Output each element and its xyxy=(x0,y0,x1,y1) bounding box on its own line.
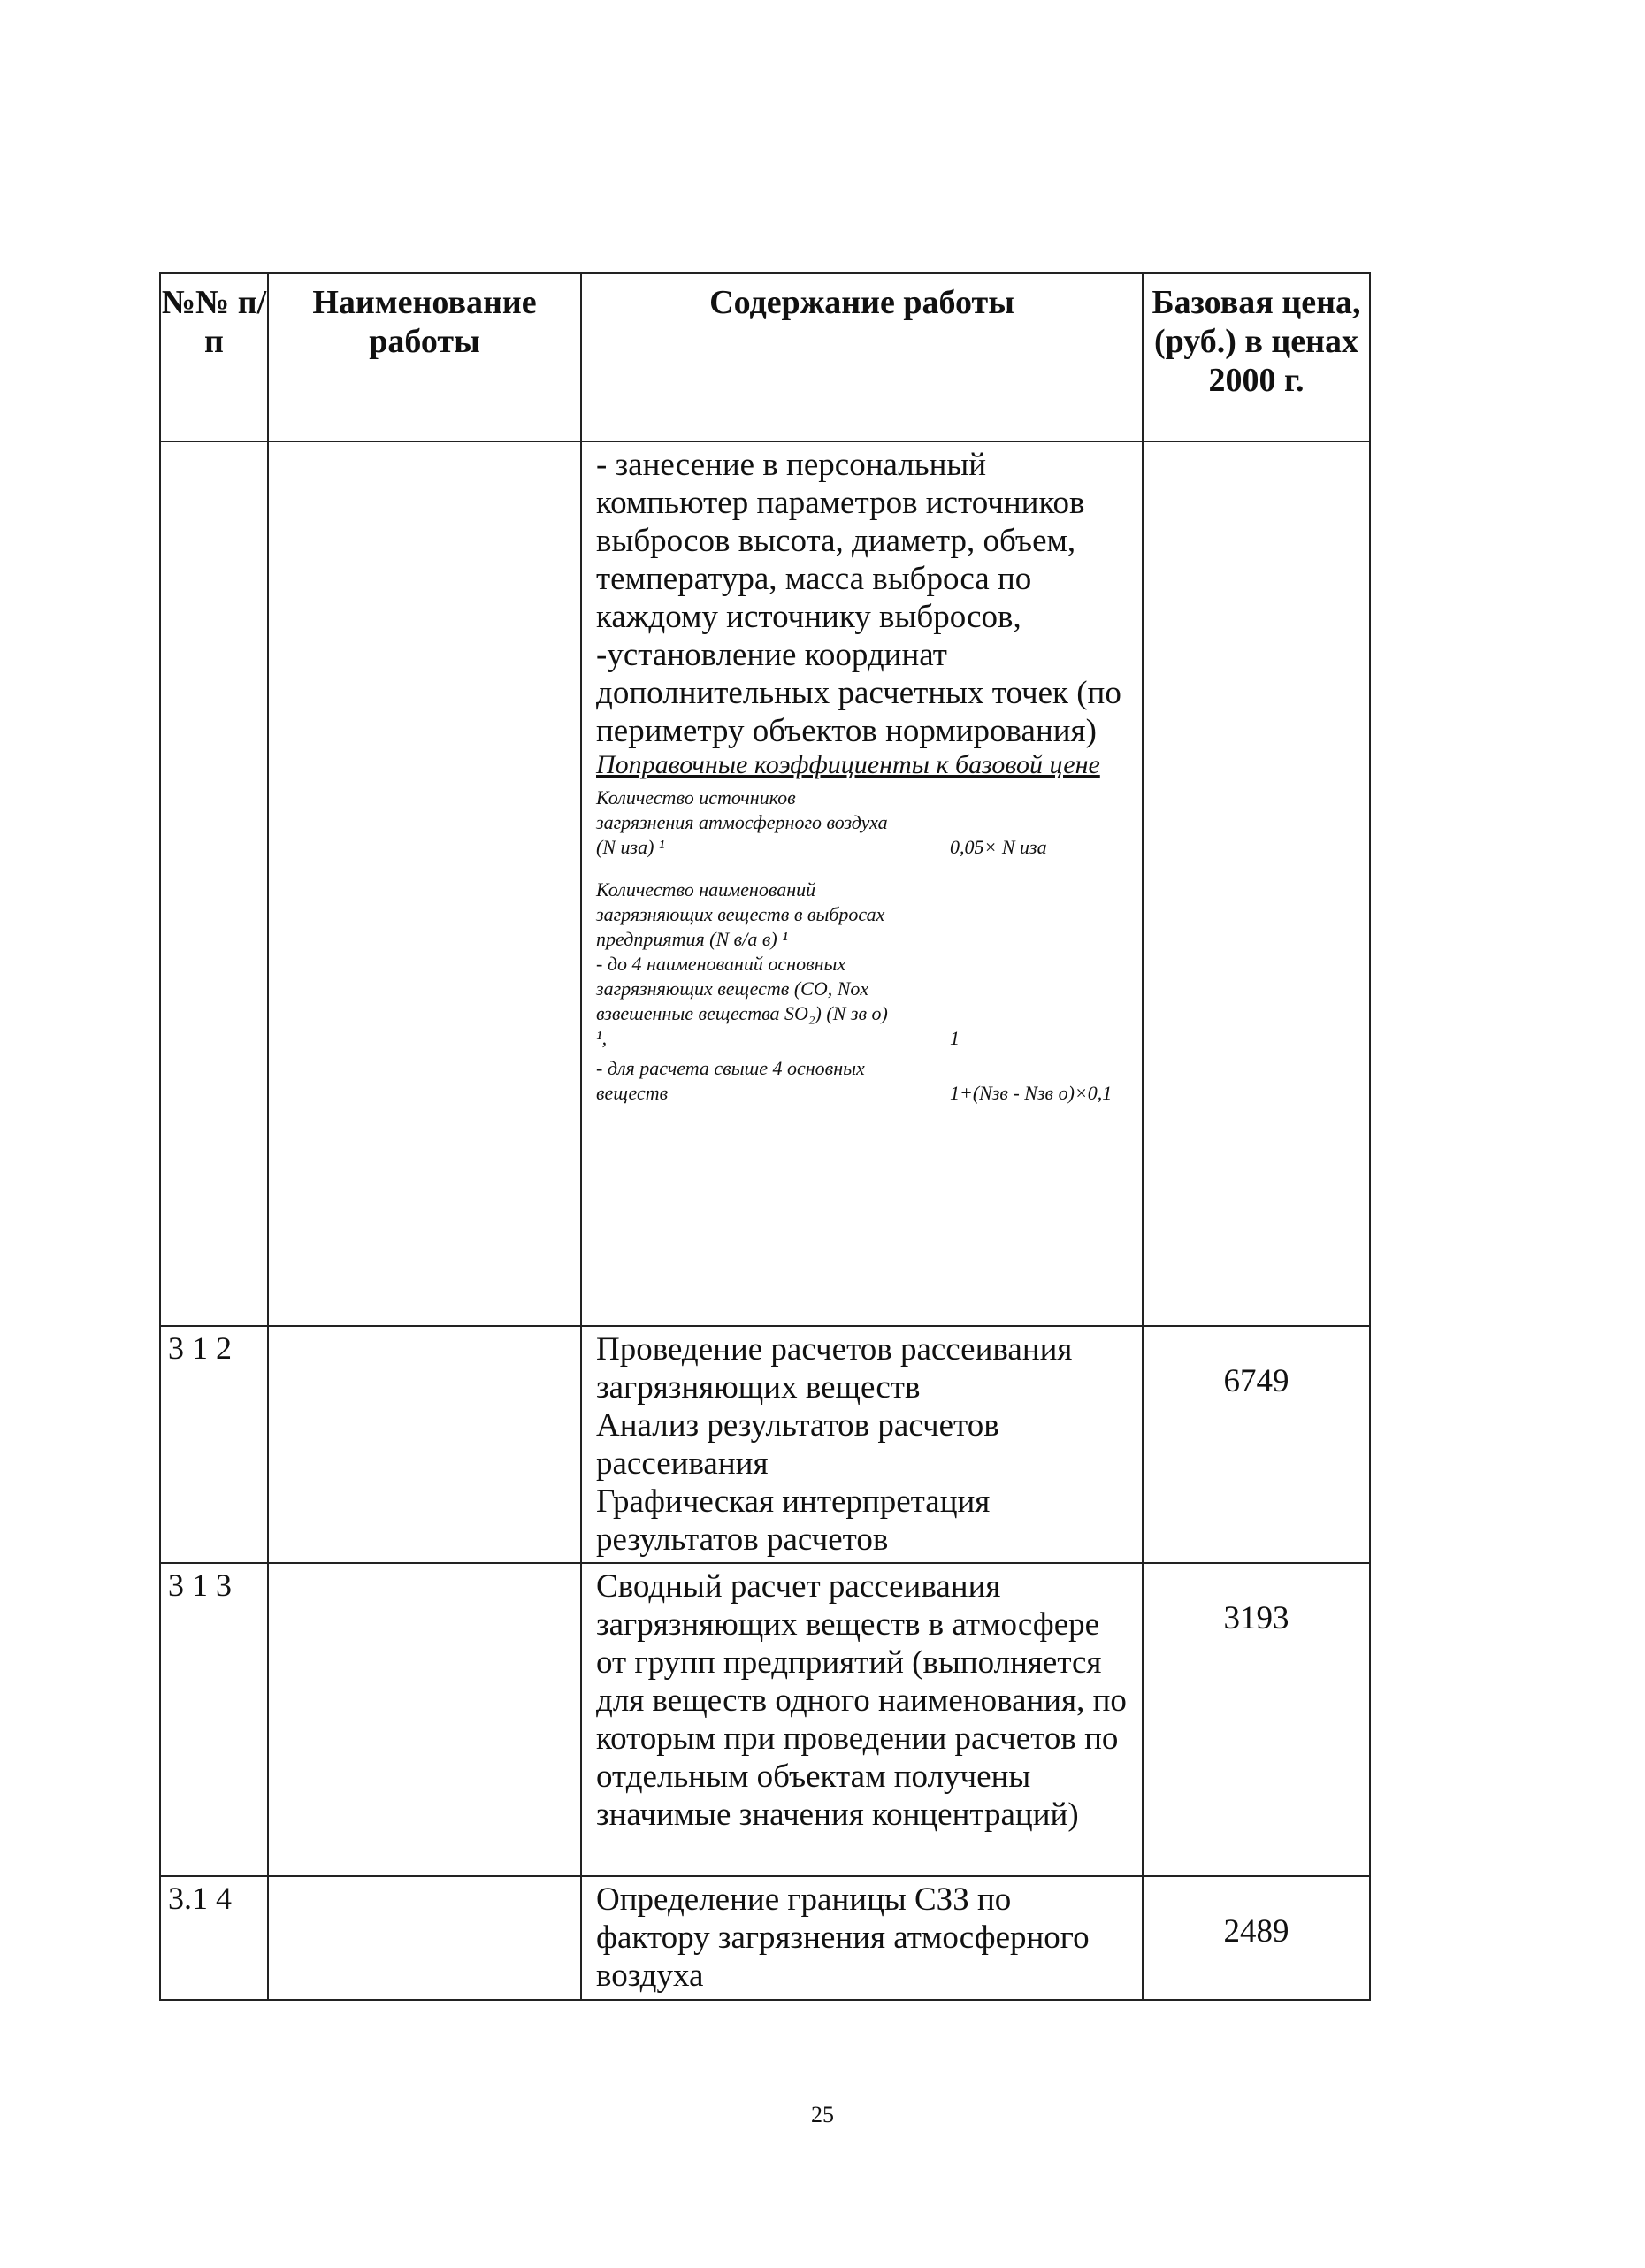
continued-content xyxy=(581,441,1143,1326)
header-content: Содержание работы xyxy=(581,273,1143,441)
row-content: Проведение расчетов рассеивания загрязняющих веществ Анализ результатов расчетов рассеивания Графическая интерпретация результатов расчетов xyxy=(581,1326,1143,1563)
coef-label: Количество источников загрязнения атмосферного воздуха (N иза) ¹ xyxy=(596,786,888,858)
table-header-row xyxy=(160,273,1370,441)
content-line: - занесение в персональный компьютер параметров источников выбросов высота, диаметр, объем, температура, масса выброса по каждому источнику выбросов, xyxy=(596,447,1085,635)
coef-label: Количество наименований загрязняющих веществ в выбросах предприятия (N в/а в) ¹ - до 4 наименований основных загрязняющих веществ (СО, Nox взвешенные вещества SO₂) (N зв о) ¹, xyxy=(596,878,888,1049)
coef-block xyxy=(596,785,1133,860)
coef-block xyxy=(596,1056,1133,1106)
table-row xyxy=(160,1876,1370,2000)
coef-block xyxy=(596,877,1133,1051)
table-row xyxy=(160,1326,1370,1563)
coef-value: 0,05× N иза xyxy=(950,836,1047,858)
table-row xyxy=(160,1563,1370,1876)
content-line: -установление координат дополнительных расчетных точек (по периметру объектов нормирования) xyxy=(596,637,1121,749)
coef-label: - для расчета свыше 4 основных веществ xyxy=(596,1057,865,1104)
row-num: 3.1 4 xyxy=(160,1876,268,2000)
row-name xyxy=(268,1326,581,1563)
row-name xyxy=(268,1563,581,1876)
row-price: 2489 xyxy=(1143,1876,1370,2000)
row-content: Определение границы СЗЗ по фактору загрязнения атмосферного воздуха xyxy=(581,1876,1143,2000)
row-num: 3 1 3 xyxy=(160,1563,268,1876)
coef-value: 1+(Nзв - Nзв о)×0,1 xyxy=(950,1082,1113,1104)
header-num: №№ п/п xyxy=(160,273,268,441)
works-table xyxy=(159,272,1371,2001)
header-name: Наименование работы xyxy=(268,273,581,441)
table-row-continued xyxy=(160,441,1370,1326)
coef-title: Поправочные коэффициенты к базовой цене xyxy=(596,750,1100,779)
page-number: 25 xyxy=(811,2102,834,2127)
row-name xyxy=(268,1876,581,2000)
coef-value: 1 xyxy=(950,1027,960,1049)
row-num: 3 1 2 xyxy=(160,1326,268,1563)
row-price: 6749 xyxy=(1143,1326,1370,1563)
header-price: Базовая цена, (руб.) в ценах 2000 г. xyxy=(1143,273,1370,441)
row-price: 3193 xyxy=(1143,1563,1370,1876)
row-content: Сводный расчет рассеивания загрязняющих веществ в атмосфере от групп предприятий (выполняется для веществ одного наименования, по которым при проведении расчетов по отдельным объектам получены значимые значения концентраций) xyxy=(581,1563,1143,1876)
